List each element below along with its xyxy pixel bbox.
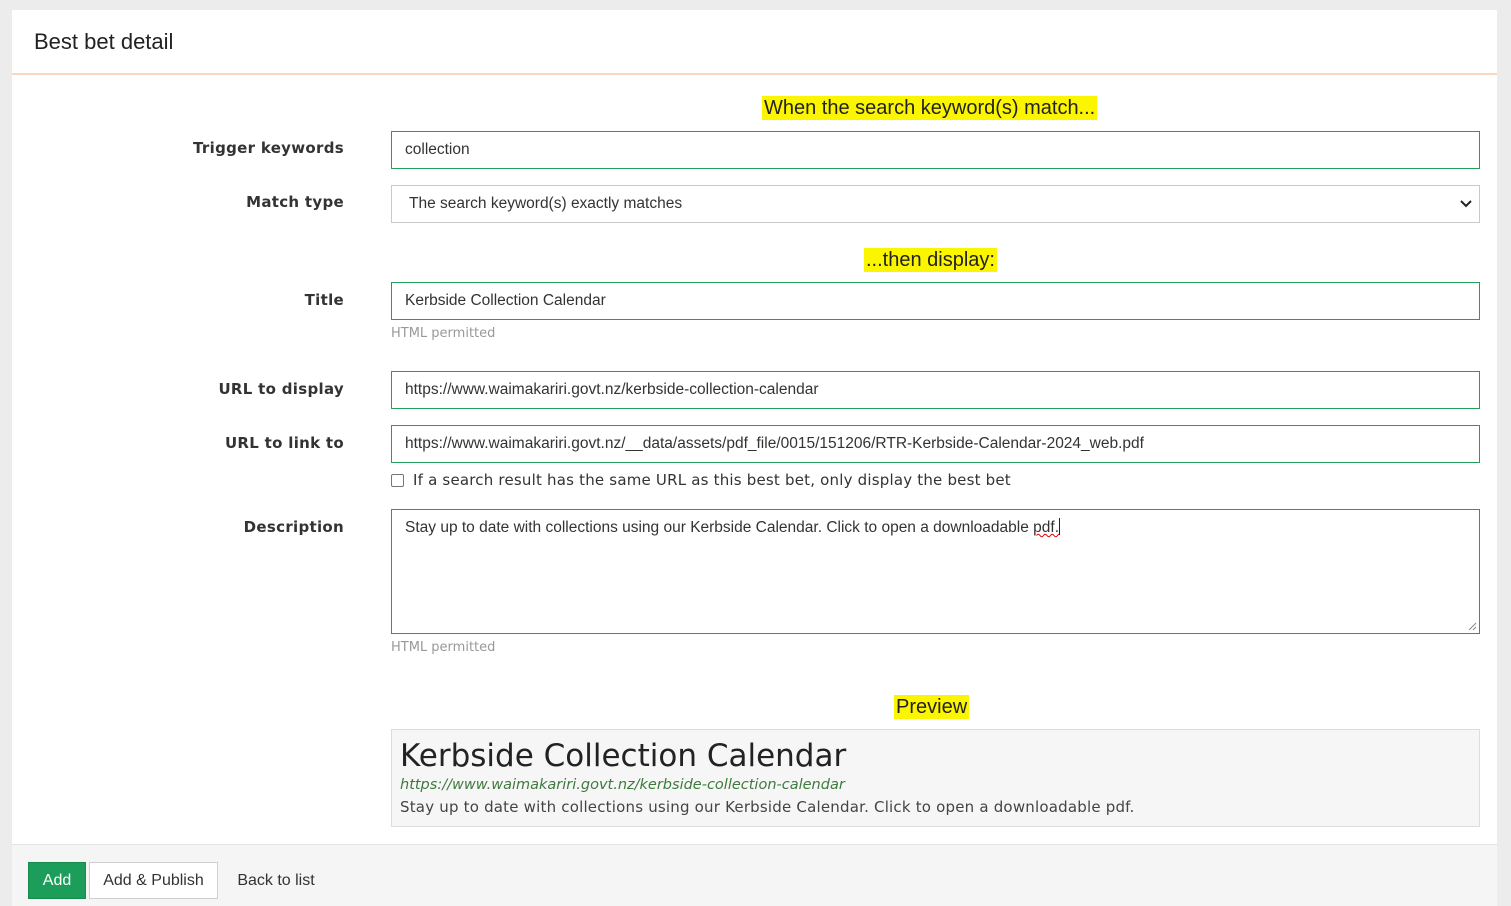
url-link-label: URL to link to xyxy=(224,434,344,452)
form-footer xyxy=(12,844,1497,906)
description-misspelled-word: pdf. xyxy=(1033,519,1059,536)
same-url-option[interactable] xyxy=(391,471,1011,489)
trigger-keywords-label: Trigger keywords xyxy=(193,139,344,157)
annotation-display: ...then display: xyxy=(866,249,995,271)
description-hint: HTML permitted xyxy=(391,640,496,655)
url-link-input[interactable]: https://www.waimakariri.govt.nz/__data/assets/pdf_file/0015/151206/RTR-Kerbside-Calendar-2024_web.pdf xyxy=(391,425,1480,463)
back-to-list-link[interactable]: Back to list xyxy=(237,871,315,889)
annotation-match: When the search keyword(s) match... xyxy=(764,97,1096,119)
annotation-preview: Preview xyxy=(896,696,968,718)
description-text: Stay up to date with collections using our Kerbside Calendar. Click to open a downloadable xyxy=(405,519,1034,536)
text-caret xyxy=(1059,518,1060,535)
panel-header xyxy=(12,10,1497,75)
resize-handle-icon[interactable] xyxy=(1467,621,1477,631)
page-title: Best bet detail xyxy=(34,28,174,54)
url-display-input[interactable]: https://www.waimakariri.govt.nz/kerbside-collection-calendar xyxy=(391,371,1480,409)
match-type-select[interactable] xyxy=(391,185,1480,223)
preview-description: Stay up to date with collections using our Kerbside Calendar. Click to open a downloadable pdf. xyxy=(400,798,1135,816)
chevron-down-icon xyxy=(1459,196,1473,212)
description-label: Description xyxy=(243,518,344,536)
add-publish-button[interactable]: Add & Publish xyxy=(89,862,218,899)
best-bet-panel xyxy=(12,10,1497,906)
match-type-value: The search keyword(s) exactly matches xyxy=(409,195,683,212)
preview-title: Kerbside Collection Calendar xyxy=(400,738,847,774)
title-hint: HTML permitted xyxy=(391,326,496,341)
title-label: Title xyxy=(304,291,344,309)
url-display-label: URL to display xyxy=(218,380,344,398)
preview-url: https://www.waimakariri.govt.nz/kerbside-collection-calendar xyxy=(400,777,845,793)
trigger-keywords-input[interactable]: collection xyxy=(391,131,1480,169)
description-textarea[interactable] xyxy=(391,509,1480,634)
match-type-label: Match type xyxy=(246,193,344,211)
preview-box xyxy=(391,729,1480,827)
add-button[interactable]: Add xyxy=(28,862,86,899)
title-input[interactable]: Kerbside Collection Calendar xyxy=(391,282,1480,320)
same-url-checkbox-label: If a search result has the same URL as this best bet, only display the best bet xyxy=(413,471,1011,489)
same-url-checkbox[interactable] xyxy=(391,474,404,487)
